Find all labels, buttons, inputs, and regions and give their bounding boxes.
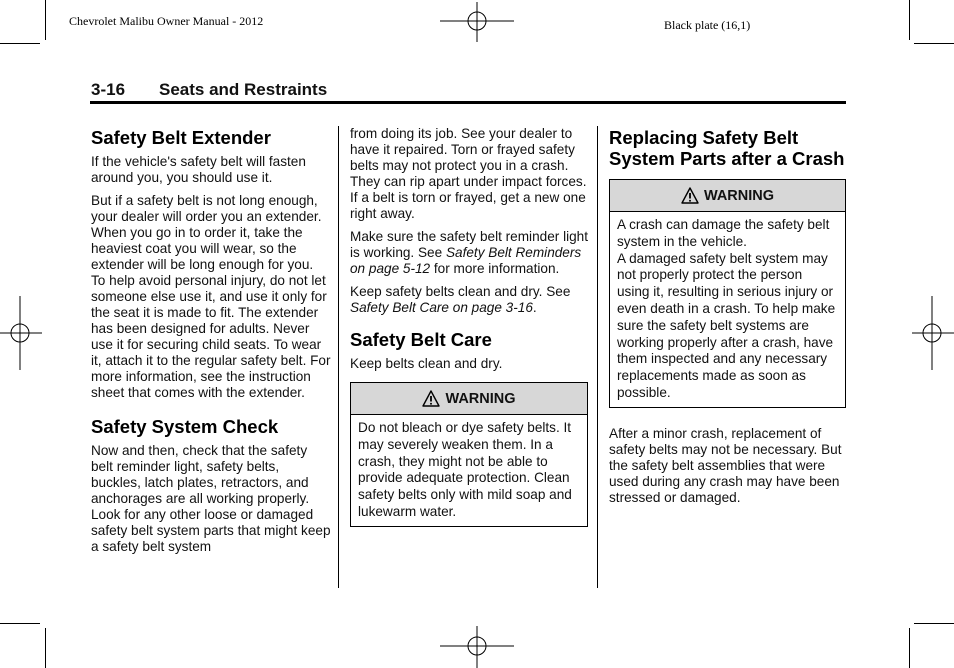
warning-text: A damaged safety belt system may not properly protect the person using it, resulting in serious injury or even death in a crash. To help make sure the safety belt systems are working properly after a crash, have them inspected and any necessary replacements made as soon as possible. [617, 250, 836, 400]
column-2 [350, 126, 588, 527]
section-title: Seats and Restraints [159, 80, 328, 99]
warning-header [351, 383, 587, 415]
text-run: . [532, 300, 537, 315]
registration-target-icon [0, 296, 42, 370]
paragraph: Keep belts clean and dry. [350, 356, 503, 371]
text-run: for more information. [430, 261, 560, 276]
crop-mark [909, 0, 910, 40]
column-divider [597, 126, 598, 588]
running-head [91, 80, 845, 100]
warning-body [610, 212, 845, 407]
text-run: Keep safety belts clean and dry. See [350, 284, 571, 299]
cross-reference[interactable]: Safety Belt Reminders on page 5-12 [350, 245, 582, 276]
warning-label: WARNING [445, 390, 516, 407]
paragraph: from doing its job. See your dealer to have it repaired. Torn or frayed safety belts may not protect you in a crash. They can rip apart under impact forces. If a belt is torn or frayed, get a new one right away. [350, 126, 587, 221]
warning-header [610, 180, 845, 212]
section-heading: Safety Belt Care [350, 329, 492, 350]
crop-mark [914, 623, 954, 624]
paragraph [350, 229, 588, 277]
registration-target-icon [440, 626, 514, 668]
paragraph: If the vehicle's safety belt will fasten around you, you should use it. [91, 154, 306, 185]
crop-mark [45, 628, 46, 668]
warning-text: A crash can damage the safety belt system in the vehicle. [617, 217, 830, 249]
column-1 [91, 126, 331, 562]
warning-label: WARNING [703, 187, 775, 204]
text-run: Make sure the safety belt reminder light is working. See [350, 229, 589, 260]
paragraph: Now and then, check that the safety belt reminder light, safety belts, buckles, latch plates, retractors, and anchorages are all working properly. Look for any other loose or damaged safety belt system parts that might keep a safety belt system [91, 443, 331, 554]
warning-triangle-icon [422, 390, 440, 407]
crop-mark [914, 43, 954, 44]
plate-label: Black plate (16,1) [664, 18, 751, 32]
warning-text: Do not bleach or dye safety belts. It may severely weaken them. In a crash, they might not be able to provide adequate protection. Clean safety belts only with mild soap and lukewarm water. [358, 420, 572, 519]
column-divider [338, 126, 339, 588]
paragraph [350, 284, 588, 316]
warning-body [351, 415, 587, 526]
crop-mark [0, 623, 40, 624]
registration-target-icon [912, 296, 954, 370]
section-heading: Replacing Safety Belt System Parts after a Crash [609, 127, 845, 169]
warning-box [609, 179, 846, 408]
manual-title: Chevrolet Malibu Owner Manual - 2012 [69, 14, 264, 28]
column-3 [609, 126, 846, 513]
paragraph: But if a safety belt is not long enough, your dealer will order you an extender. When you go in to order it, take the heaviest coat you will wear, so the extender will be long enough for you. To help avoid personal injury, do not let someone else use it, and use it only for the seat it is made to fit. The extender has been designed for adults. Never use it for securing child seats. To wear it, attach it to the regular safety belt. For more information, see the instruction sheet that comes with the extender. [91, 193, 331, 400]
section-heading: Safety Belt Extender [91, 127, 271, 148]
header-rule [90, 101, 846, 104]
section-heading: Safety System Check [91, 416, 279, 437]
crop-mark [0, 43, 40, 44]
warning-triangle-icon [681, 187, 699, 204]
warning-box [350, 382, 588, 527]
cross-reference[interactable]: Safety Belt Care on page 3-16 [350, 300, 533, 315]
crop-mark [45, 0, 46, 40]
crop-mark [909, 628, 910, 668]
paragraph: After a minor crash, replacement of safety belts may not be necessary. But the safety belt assemblies that were used during any crash may have been stressed or damaged. [609, 425, 842, 505]
page-number: 3-16 [91, 80, 126, 99]
registration-target-icon [440, 2, 514, 42]
